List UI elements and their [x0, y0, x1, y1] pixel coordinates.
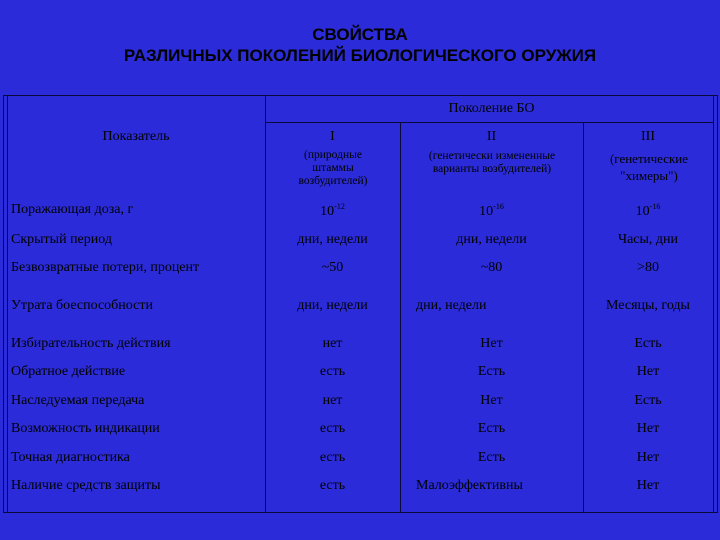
gen3-header: III	[641, 129, 655, 144]
slide-title-line1: СВОЙСТВА	[312, 25, 408, 44]
row-4-gen2: Нет	[480, 336, 503, 351]
row-label-3: Утрата боеспособности	[11, 298, 153, 313]
row-5-gen3: Нет	[636, 364, 660, 379]
row-5-gen1: есть	[319, 364, 346, 379]
row-label-7: Возможность индикации	[11, 421, 160, 436]
row-8-gen1: есть	[319, 450, 346, 465]
row-3-gen1: дни, недели	[297, 298, 368, 313]
row-label-2: Безвозвратные потери, процент	[11, 260, 200, 275]
row-4-gen1: нет	[322, 336, 343, 351]
properties-table	[0, 95, 720, 513]
row-6-gen2: Нет	[480, 393, 503, 408]
generation-header: Поколение БО	[448, 101, 535, 116]
row-6-gen1: нет	[322, 393, 343, 408]
row-label-4: Избирательность действия	[11, 336, 171, 351]
row-8-gen2: Есть	[477, 450, 506, 465]
row-2-gen3: >80	[637, 260, 659, 275]
row-1-gen3: Часы, дни	[617, 232, 679, 247]
row-6-gen3: Есть	[634, 393, 662, 408]
row-0-gen3-base: 10	[635, 204, 650, 219]
slide-title-line2: РАЗЛИЧНЫХ ПОКОЛЕНИЙ БИОЛОГИЧЕСКОГО ОРУЖИЯ	[123, 46, 597, 65]
row-0-gen1-exp: -12	[334, 202, 345, 211]
row-4-gen3: Есть	[634, 336, 662, 351]
row-9-gen2: Малоэффективны	[416, 478, 523, 493]
gen2-header: II	[486, 129, 497, 144]
row-0-gen1-base: 10	[320, 204, 335, 219]
row-7-gen1: есть	[319, 421, 346, 436]
indicator-header: Показатель	[102, 129, 170, 144]
row-3-gen2: дни, недели	[416, 298, 487, 313]
row-label-6: Наследуемая передача	[11, 393, 145, 408]
gen2-description: (генетически измененные варианты возбудителей)	[428, 150, 556, 175]
row-7-gen2: Есть	[477, 421, 506, 436]
row-1-gen2: дни, недели	[456, 232, 527, 247]
row-8-gen3: Нет	[636, 450, 660, 465]
row-7-gen3: Нет	[636, 421, 660, 436]
row-label-9: Наличие средств защиты	[11, 478, 161, 493]
gen3-description: (генетические "химеры")	[609, 151, 689, 183]
row-0-gen3-exp: -16	[649, 202, 661, 211]
row-3-gen3: Месяцы, годы	[606, 298, 690, 313]
row-0-gen2-base: 10	[479, 204, 494, 219]
row-5-gen2: Есть	[477, 364, 506, 379]
row-9-gen1: есть	[319, 478, 346, 493]
row-2-gen2: ~80	[480, 260, 503, 275]
row-label-5: Обратное действие	[11, 364, 126, 379]
row-9-gen3: Нет	[636, 478, 660, 493]
gen1-description: (природные штаммы возбудителей)	[298, 149, 368, 187]
row-1-gen1: дни, недели	[297, 232, 368, 247]
row-label-8: Точная диагностика	[11, 450, 130, 465]
row-0-gen3	[583, 202, 713, 220]
row-label-1: Скрытый период	[11, 232, 112, 247]
row-0-gen2-exp: -16	[493, 202, 504, 211]
row-label-0: Поражающая доза, г	[11, 202, 134, 217]
gen1-header: I	[330, 129, 335, 144]
row-0-gen2	[400, 202, 583, 220]
row-2-gen1: ~50	[321, 260, 344, 275]
row-0-gen1	[265, 202, 400, 220]
